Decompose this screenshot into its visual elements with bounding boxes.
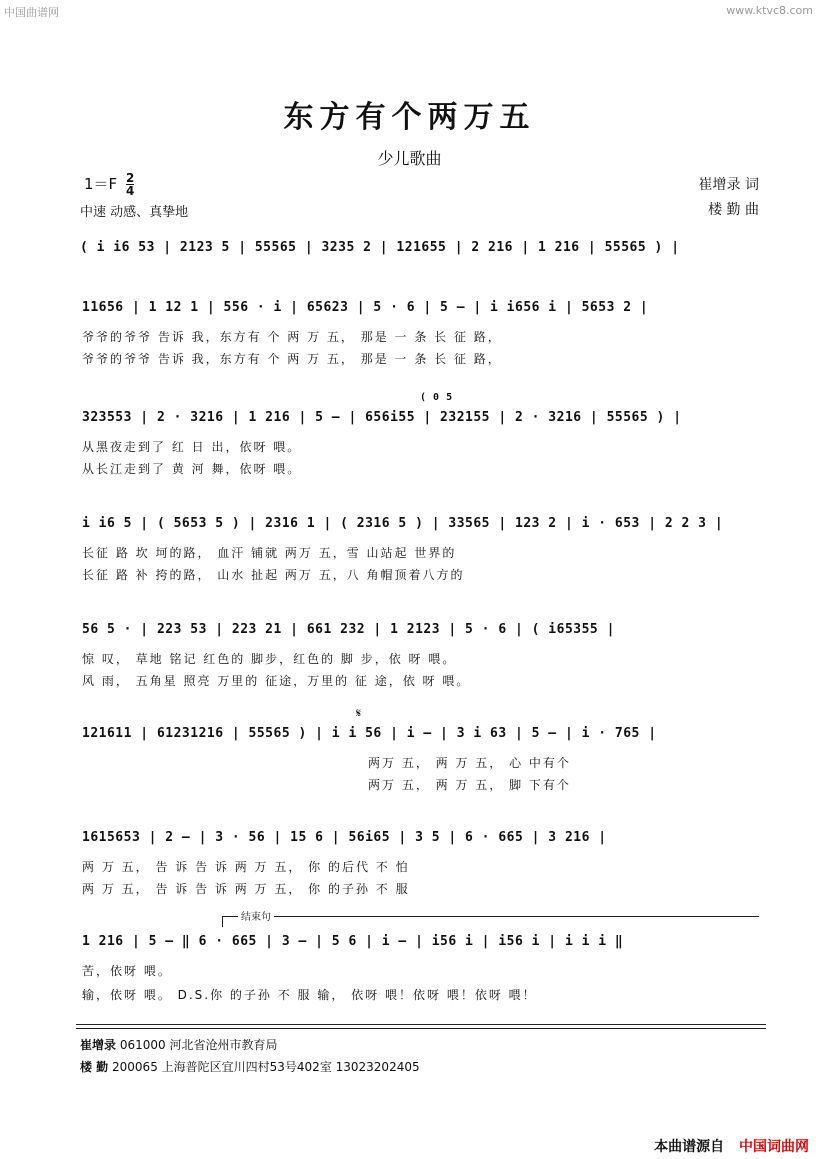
score-line-8-notes: 1 216 | 5 – ‖ 6 · 665 | 3 – | 5 6 | i – | i56 i | i56 i | i i i ‖ xyxy=(82,934,624,949)
score-line-6-lyrics-1: 两万 五， 两 万 五， 心 中有个 xyxy=(368,756,571,770)
footer-contact-2 xyxy=(80,1058,420,1075)
footer-name-1: 崔增录 xyxy=(80,1038,117,1052)
score-line-3-lyrics-2: 从长江走到了 黄 河 舞，依呀 喂。 xyxy=(82,462,302,476)
score-line-8-lyrics-2: 输，依呀 喂。 D.S.你 的子孙 不 服 输， 依呀 喂！依呀 喂！依呀 喂！ xyxy=(82,988,537,1002)
source-watermark xyxy=(654,1136,809,1156)
ending-label: 结束句 xyxy=(238,908,274,923)
score-line-5-lyrics-2: 风 雨， 五角星 照亮 万里的 征途，万里的 征 途，依 呀 喂。 xyxy=(82,674,471,688)
score-line-3-lyrics-1: 从黑夜走到了 红 日 出，依呀 喂。 xyxy=(82,440,302,454)
score-line-2-lyrics-2: 爷爷的爷爷 告诉 我，东方有 个 两 万 五， 那是 一 条 长 征 路， xyxy=(82,352,502,366)
lyricist: 崔增录 词 xyxy=(698,177,759,193)
source-prefix: 本曲谱源自 xyxy=(654,1139,725,1155)
score-line-2-lyrics-1: 爷爷的爷爷 告诉 我，东方有 个 两 万 五， 那是 一 条 长 征 路， xyxy=(82,330,502,344)
score-line-4-notes: i i6 5 | ( 5653 5 ) | 2316 1 | ( 2316 5 ) | 33565 | 123 2 | i · 653 | 2 2 3 | xyxy=(82,516,724,531)
score-line-5-lyrics-1: 惊 叹， 草地 铭记 红色的 脚步，红色的 脚 步，依 呀 喂。 xyxy=(82,652,457,666)
score-line-6-lyrics-2: 两万 五， 两 万 五， 脚 下有个 xyxy=(368,778,571,792)
song-subtitle: 少儿歌曲 xyxy=(377,149,442,168)
score-line-4-lyrics-1: 长征 路 坎 坷的路， 血汗 铺就 两万 五，雪 山站起 世界的 xyxy=(82,546,457,560)
score-line-1-notes: ( i i6 53 | 2123 5 | 55565 | 3235 2 | 121655 | 2 216 | 1 216 | 55565 ) | xyxy=(80,240,680,255)
score-line-8-lyrics-1: 苦，依呀 喂。 xyxy=(82,964,172,978)
time-numerator: 2 xyxy=(125,171,135,185)
footer-text-1: 061000 河北省沧州市教育局 xyxy=(119,1038,278,1052)
time-denominator: 4 xyxy=(125,184,135,198)
score-line-7-notes: 1615653 | 2 – | 3 · 56 | 15 6 | 56i65 | 3 5 | 6 · 665 | 3 216 | xyxy=(82,830,607,845)
footer-name-2: 楼 勤 xyxy=(80,1060,109,1074)
watermark-top-right: www.ktvc8.com xyxy=(726,4,813,17)
score-line-5-notes: 56 5 · | 223 53 | 223 21 | 661 232 | 1 2123 | 5 · 6 | ( i65355 | xyxy=(82,622,615,637)
score-line-3-notes: 323553 | 2 · 3216 | 1 216 | 5 – | 656i55 | 232155 | 2 · 3216 | 55565 ) | xyxy=(82,410,682,425)
intro-label: ( 0 5 xyxy=(420,392,453,403)
tempo-marking: 中速 动感、真挚地 xyxy=(80,205,189,220)
score-line-7-lyrics-2: 两 万 五， 告 诉 告 诉 两 万 五， 你 的子孙 不 服 xyxy=(82,882,410,896)
score-line-6-notes: 121611 | 61231216 | 55565 ) | i i 56 | i – | 3 i 63 | 5 – | i · 765 | xyxy=(82,726,657,741)
footer-text-2: 200065 上海普陀区宜川四村53号402室 13023202405 xyxy=(112,1060,420,1074)
key-text: 1＝F xyxy=(84,175,118,193)
score-line-4-lyrics-2: 长征 路 补 挎的路， 山水 扯起 两万 五，八 角帽顶着八方的 xyxy=(82,568,465,582)
footer-divider-top xyxy=(76,1024,766,1025)
footer-contact-1 xyxy=(80,1036,277,1053)
watermark-top-left: 中国曲谱网 xyxy=(4,6,59,19)
score-line-2-notes: 11656 | 1 12 1 | 556 · i | 65623 | 5 · 6 | 5 – | i i656 i | 5653 2 | xyxy=(82,300,649,315)
key-signature xyxy=(84,172,134,197)
footer-divider-bottom xyxy=(76,1028,766,1029)
composer: 楼 勤 曲 xyxy=(708,202,759,218)
song-title: 东方有个两万五 xyxy=(283,100,536,135)
score-line-7-lyrics-1: 两 万 五， 告 诉 告 诉 两 万 五， 你 的后代 不 怕 xyxy=(82,860,410,874)
segno-icon: 𝄋 xyxy=(356,706,362,720)
ending-bracket xyxy=(222,916,759,927)
time-signature xyxy=(126,172,134,197)
source-site: 中国词曲网 xyxy=(739,1139,809,1155)
